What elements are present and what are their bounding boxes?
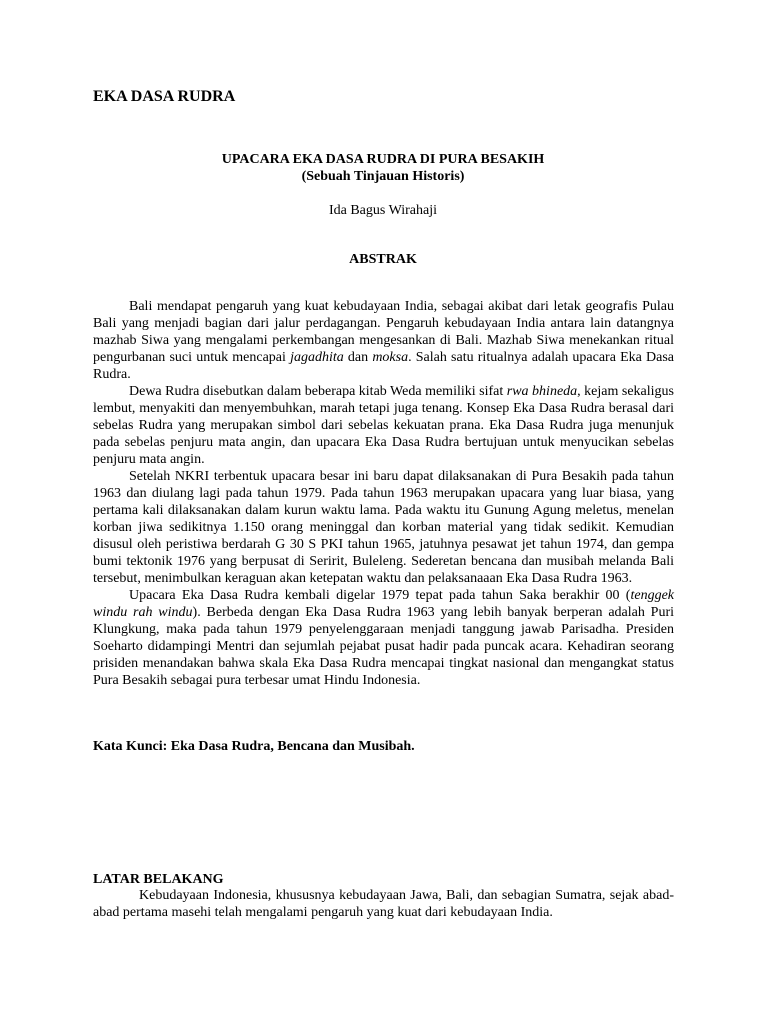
abstract-text: ). Berbeda dengan Eka Dasa Rudra 1963 yang lebih banyak berperan adalah Puri Klungkung, maka pada tahun 1979 penyelenggaraan menjadi tanggung jawab Parisadha. Presiden Soeharto didampingi Mentri dan sejumlah pejabat pusat hadir pada puncak acara. Kehadiran seorang prisiden menandakan bahwa skala Eka Dasa Rudra mencapai tingkat nasional dan mengangkat status Pura Besakih sebagai pura terbesar umat Hindu Indonesia. bbox=[93, 605, 675, 688]
italic-term: moksa bbox=[372, 350, 409, 365]
abstract-text: Dewa Rudra disebutkan dalam beberapa kitab Weda memiliki sifat bbox=[129, 384, 507, 399]
abstract-text: dan bbox=[343, 350, 373, 365]
paper-subtitle: (Sebuah Tinjauan Historis) bbox=[301, 169, 465, 184]
abstract-text: Bali mendapat pengaruh yang kuat kebudayaan India, sebagai akibat dari letak geografis Pulau Bali yang menjadi bagian dari jalur perdagangan. Pengaruh kebudayaan India antara lain datangnya mazhab Siwa yang mengalami perkembangan mengesankan di Bali. Mazhab Siwa menekankan ritual pengurbanan suci untuk mencapai bbox=[93, 299, 674, 365]
italic-term: rwa bhineda bbox=[506, 384, 578, 399]
keywords: Kata Kunci: Eka Dasa Rudra, Bencana dan Musibah. bbox=[93, 739, 415, 754]
abstract-text: , kejam sekaligus lembut, menyakiti dan menyembuhkan, marah tetapi juga tenang. Konsep Eka Dasa Rudra berasal dari sebelas Rudra yang merupakan simbol dari sebelas kekuatan prana. Eka Dasa Rudra juga menunjuk pada sebelas penjuru mata angin, dan upacara Eka Dasa Rudra bertujuan untuk menyucikan sebelas penjuru mata angin. bbox=[93, 384, 675, 467]
italic-term: jagadhita bbox=[290, 350, 344, 365]
abstract-heading: ABSTRAK bbox=[349, 252, 417, 267]
author-name: Ida Bagus Wirahaji bbox=[328, 203, 438, 218]
abstract-paragraph bbox=[93, 383, 674, 468]
section-heading: LATAR BELAKANG bbox=[93, 872, 224, 887]
abstract-paragraph bbox=[93, 298, 674, 383]
abstract-paragraph: Setelah NKRI terbentuk upacara besar ini baru dapat dilaksanakan di Pura Besakih pada tahun 1963 dan diulang lagi pada tahun 1979. Pada tahun 1963 merupakan upacara yang luar biasa, yang pertama kali dilaksanakan dalam kurun waktu lama. Pada waktu itu Gunung Agung meletus, menelan korban jiwa sedikitnya 1.150 orang meninggal dan korban material yang tidak sedikit. Kemudian disusul oleh peristiwa berdarah G 30 S PKI tahun 1965, jatuhnya pesawat jet tahun 1974, dan gempa bumi tektonik 1976 yang berpusat di Seririt, Buleleng. Sederetan bencana dan musibah melanda Bali tersebut, menimbulkan keraguan akan ketepatan waktu dan pelaksanaaan Eka Dasa Rudra 1963. bbox=[93, 469, 674, 586]
abstract-text: Upacara Eka Dasa Rudra kembali digelar 1979 tepat pada tahun Saka berakhir 00 ( bbox=[129, 588, 631, 603]
section-body: Kebudayaan Indonesia, khususnya kebudayaan Jawa, Bali, dan sebagian Sumatra, sejak abad-abad pertama masehi telah mengalami pengaruh yang kuat dari kebudayaan India. bbox=[93, 888, 674, 920]
abstract-body bbox=[93, 298, 674, 689]
document-title: EKA DASA RUDRA bbox=[93, 88, 236, 105]
italic-term: tenggek windu rah windu bbox=[93, 588, 674, 620]
paper-title: UPACARA EKA DASA RUDRA DI PURA BESAKIH bbox=[221, 152, 545, 167]
abstract-text: . Salah satu ritualnya adalah upacara Eka Dasa Rudra. bbox=[93, 350, 675, 382]
abstract-paragraph bbox=[93, 587, 674, 689]
